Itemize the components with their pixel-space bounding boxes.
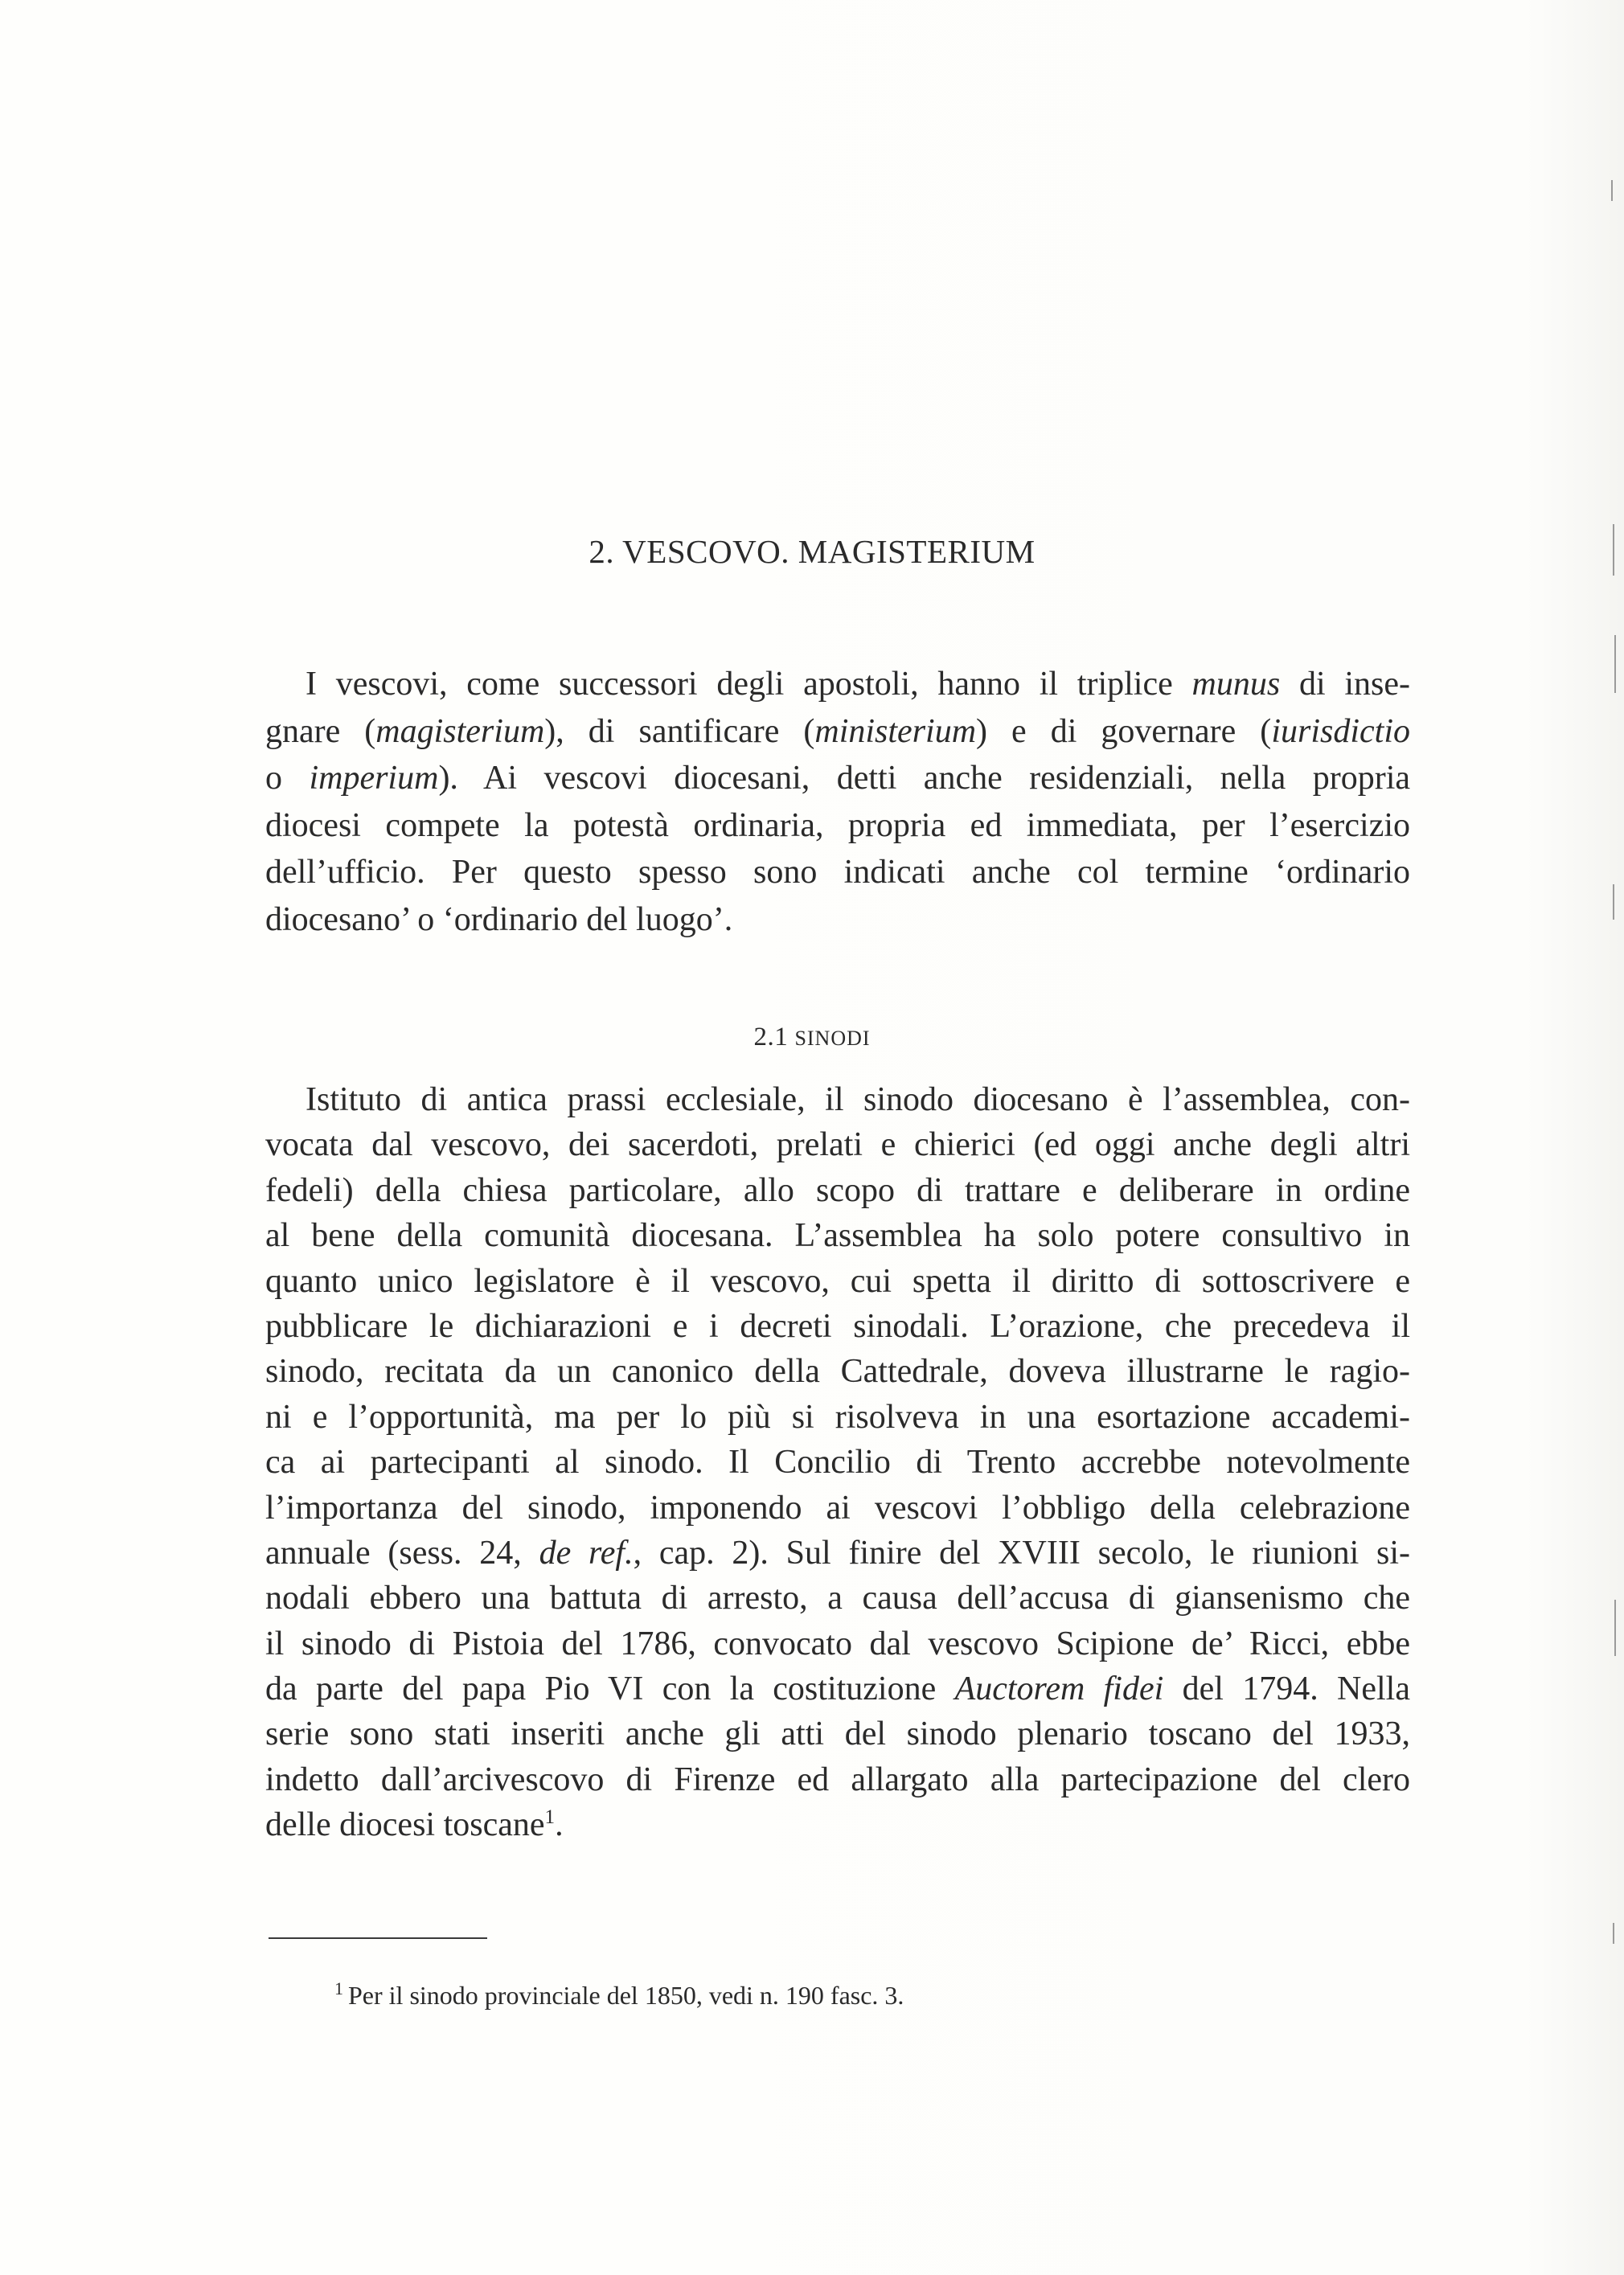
text-line: diocesi compete la potestà ordinaria, propria ed immediata, per l’esercizio <box>265 806 1410 844</box>
text-line: l’importanza del sinodo, imponendo ai vescovi l’obbligo della celebrazione <box>265 1489 1410 1527</box>
footnote-divider <box>269 1937 487 1939</box>
chapter-heading: 2. VESCOVO. MAGISTERIUM <box>588 533 1036 570</box>
text-line: vocata dal vescovo, dei sacerdoti, prelati e chierici (ed oggi anche degli altri <box>265 1126 1410 1164</box>
paragraph-synods <box>265 1077 1410 1848</box>
text-line: ca ai partecipanti al sinodo. Il Concilio di Trento accrebbe notevolmente <box>265 1444 1410 1482</box>
text-line: nodali ebbero una battuta di arresto, a causa dell’accusa di giansenismo che <box>265 1580 1410 1617</box>
scan-edge-mark <box>1614 635 1616 693</box>
scan-edge-mark <box>1611 180 1613 201</box>
text-line: diocesano’ o ‘ordinario del luogo’. <box>265 900 733 938</box>
text-line: gnare (magisterium), di santificare (ministerium) e di governare (iurisdictio <box>265 712 1410 750</box>
text-line: sinodo, recitata da un canonico della Cattedrale, doveva illustrarne le ragio- <box>265 1353 1410 1391</box>
text-line: dell’ufficio. Per questo spesso sono indicati anche col termine ‘ordinario <box>265 854 1410 891</box>
text-line: annuale (sess. 24, de ref., cap. 2). Sul finire del XVIII secolo, le riunioni si- <box>265 1534 1411 1572</box>
footnote-text: Per il sinodo provinciale del 1850, vedi n. 190 fasc. 3. <box>348 1981 904 2010</box>
scan-edge-mark <box>1614 1600 1616 1656</box>
text-line: serie sono stati inseriti anche gli atti del sinodo plenario toscano del 1933, <box>265 1715 1410 1753</box>
text-line: fedeli) della chiesa particolare, allo scopo di trattare e deliberare in ordine <box>265 1171 1410 1209</box>
footnote-reference[interactable]: 1 <box>544 1806 556 1829</box>
text-line: I vescovi, come successori degli apostoli, hanno il triplice munus di inse- <box>306 666 1410 703</box>
text-line: indetto dall’arcivescovo di Firenze ed allargato alla partecipazione del clero <box>265 1761 1410 1798</box>
paragraph-bishop-munus <box>265 662 1410 944</box>
text-line: delle diocesi toscane$^1$. <box>265 1806 564 1844</box>
footnote <box>334 1979 904 2011</box>
text-line: pubblicare le dichiarazioni e i decreti sinodali. L’orazione, che precedeva il <box>265 1307 1410 1345</box>
text-line: da parte del papa Pio VI con la costituzione Auctorem fidei del 1794. Nella <box>265 1670 1410 1708</box>
scan-edge-mark <box>1613 884 1614 920</box>
text-line: al bene della comunità diocesana. L’assemblea ha solo potere consultivo in <box>265 1217 1410 1255</box>
text-line: Istituto di antica prassi ecclesiale, il sinodo diocesano è l’assemblea, con- <box>306 1081 1410 1118</box>
section-title: SINODI <box>794 1027 871 1050</box>
text-line: quanto unico legislatore è il vescovo, cui spetta il diritto di sottoscrivere e <box>265 1262 1410 1300</box>
text-line: ni e l’opportunità, ma per lo più si risolveva in una esortazione accademi- <box>265 1398 1410 1436</box>
section-number: 2.1 <box>753 1023 789 1051</box>
section-heading <box>0 1023 1624 1052</box>
scan-edge-mark <box>1613 1923 1614 1944</box>
text-line: il sinodo di Pistoia del 1786, convocato dal vescovo Scipione de’ Ricci, ebbe <box>265 1625 1410 1662</box>
text-line: o imperium). Ai vescovi diocesani, detti anche residenziali, nella propria <box>265 760 1411 797</box>
footnote-number: 1 <box>334 1978 343 1999</box>
